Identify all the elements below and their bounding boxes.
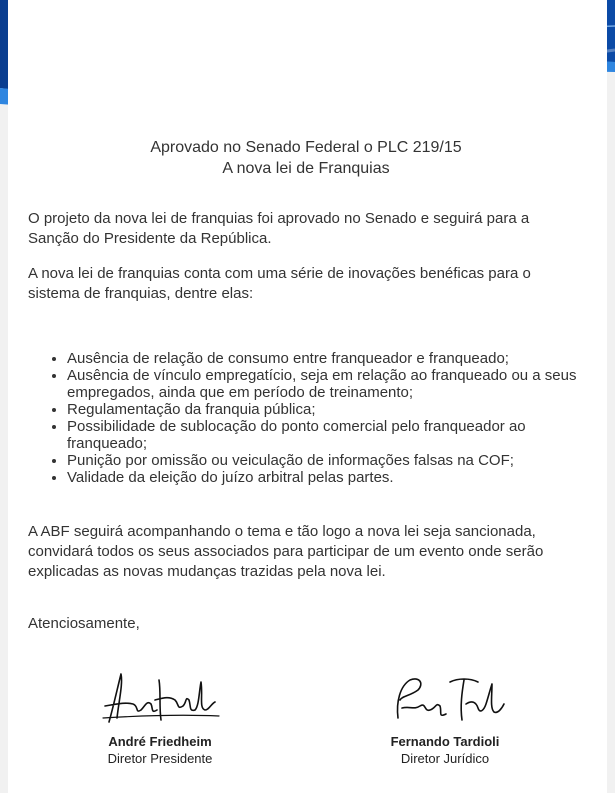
signer-name: Fernando Tardioli xyxy=(390,734,500,749)
signer-role: Diretor Presidente xyxy=(107,751,213,766)
lead-paragraph: A nova lei de franquias conta com uma série de inovações benéficas para o sistema de franquias, dentre elas: xyxy=(28,265,531,302)
signer-role: Diretor Jurídico xyxy=(400,751,490,766)
letter-title xyxy=(28,137,584,179)
innovations-list xyxy=(50,350,601,486)
title-line-2: A nova lei de Franquias xyxy=(222,160,390,177)
list-item: • Punição por omissão ou veiculação de informações falsas na COF; xyxy=(67,452,601,469)
signature-andre-friedheim xyxy=(95,660,225,732)
closing-paragraph: A ABF seguirá acompanhando o tema e tão logo a nova lei seja sancionada, convidará todos os seus associados para participar de um evento onde serão explicadas as novas mudanças trazidas pela nova lei. xyxy=(28,523,544,580)
list-item: • Regulamentação da franquia pública; xyxy=(67,401,601,418)
list-item: • Possibilidade de sublocação do ponto comercial pelo franqueador ao franqueado; xyxy=(67,418,601,452)
signature-fernando-tardioli xyxy=(380,660,510,732)
list-item: • Ausência de relação de consumo entre franqueador e franqueado; xyxy=(67,350,601,367)
signature-block-legal-director xyxy=(365,660,525,768)
signer-name: André Friedheim xyxy=(108,734,212,749)
title-line-1: Aprovado no Senado Federal o PLC 219/15 xyxy=(150,139,462,156)
intro-paragraph: O projeto da nova lei de franquias foi aprovado no Senado e seguirá para a Sanção do Presidente da República. xyxy=(28,210,530,247)
signoff: Atenciosamente, xyxy=(28,615,140,632)
list-item: • Validade da eleição do juízo arbitral pelas partes. xyxy=(67,469,601,486)
list-item: • Ausência de vínculo empregatício, seja em relação ao franqueado ou a seus empregados, ainda que em período de treinamento; xyxy=(67,367,601,401)
signature-block-president xyxy=(80,660,240,768)
